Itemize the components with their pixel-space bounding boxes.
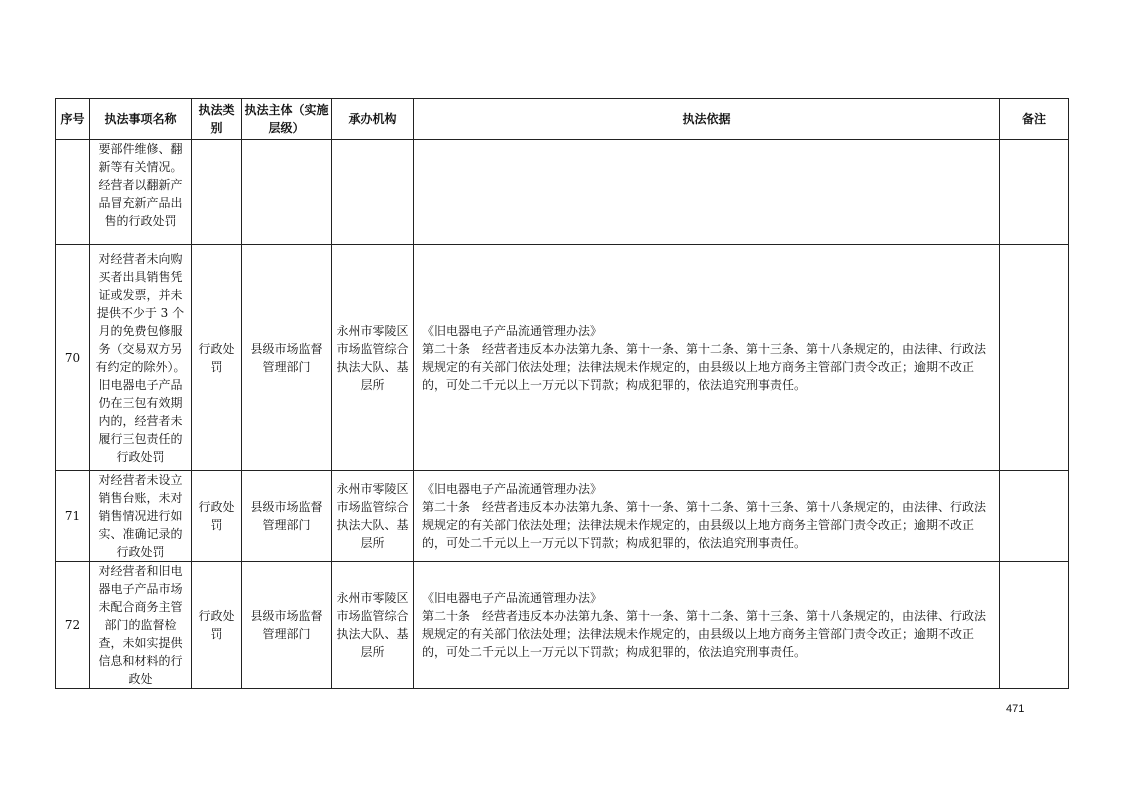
cell-subject: 县级市场监督管理部门 (242, 562, 332, 689)
cell-agency: 永州市零陵区市场监管综合执法大队、基层所 (332, 471, 414, 562)
header-basis: 执法依据 (414, 99, 1000, 140)
basis-text: 第二十条 经营者违反本办法第九条、第十一条、第十二条、第十三条、第十八条规定的，由法律、行政法规规定的有关部门依法处理；法律法规未作规定的，由县级以上地方商务主管部门责令改正；逾期不改正的，可处二千元以上一万元以下罚款；构成犯罪的，依法追究刑事责任。 (422, 500, 987, 550)
cell-seq (56, 140, 90, 245)
table-row (56, 140, 1069, 245)
basis-text: 第二十条 经营者违反本办法第九条、第十一条、第十二条、第十三条、第十八条规定的，由法律、行政法规规定的有关部门依法处理；法律法规未作规定的，由县级以上地方商务主管部门责令改正；逾期不改正的，可处二千元以上一万元以下罚款；构成犯罪的，依法追究刑事责任。 (422, 341, 987, 392)
cell-remark (1000, 471, 1069, 562)
header-subject: 执法主体（实施层级） (242, 99, 332, 140)
cell-agency: 永州市零陵区市场监管综合执法大队、基层所 (332, 245, 414, 471)
enforcement-table (55, 98, 1069, 689)
header-category: 执法类别 (192, 99, 242, 140)
cell-name: 对经营者和旧电器电子产品市场未配合商务主管部门的监督检查，未如实提供信息和材料的行政处 (90, 562, 192, 689)
cell-seq: 72 (56, 562, 90, 689)
cell-remark (1000, 562, 1069, 689)
header-remark: 备注 (1000, 99, 1069, 140)
cell-basis (414, 140, 1000, 245)
cell-agency: 永州市零陵区市场监管综合执法大队、基层所 (332, 562, 414, 689)
cell-agency (332, 140, 414, 245)
header-name: 执法事项名称 (90, 99, 192, 140)
cell-subject: 县级市场监督管理部门 (242, 245, 332, 471)
cell-seq: 70 (56, 245, 90, 471)
cell-remark (1000, 245, 1069, 471)
page-number: 471 (1006, 703, 1025, 715)
cell-remark (1000, 140, 1069, 245)
basis-title: 《旧电器电子产品流通管理办法》 (422, 482, 603, 496)
cell-category: 行政处罚 (192, 471, 242, 562)
header-seq: 序号 (56, 99, 90, 140)
cell-category: 行政处罚 (192, 245, 242, 471)
cell-name: 要部件维修、翻新等有关情况。经营者以翻新产品冒充新产品出售的行政处罚 (90, 140, 192, 245)
table-row (56, 562, 1069, 689)
basis-title: 《旧电器电子产品流通管理办法》 (422, 591, 603, 605)
table-row (56, 471, 1069, 562)
cell-basis (414, 471, 1000, 562)
header-agency: 承办机构 (332, 99, 414, 140)
cell-subject (242, 140, 332, 245)
table-row (56, 245, 1069, 471)
cell-name: 对经营者未向购买者出具销售凭证或发票，并未提供不少于 3 个月的免费包修服务（交易双方另有约定的除外）。旧电器电子产品仍在三包有效期内的，经营者未履行三包责任的行政处罚 (90, 245, 192, 471)
cell-subject: 县级市场监督管理部门 (242, 471, 332, 562)
cell-basis (414, 562, 1000, 689)
basis-title: 《旧电器电子产品流通管理办法》 (422, 323, 603, 338)
cell-seq: 71 (56, 471, 90, 562)
cell-category: 行政处罚 (192, 562, 242, 689)
header-row (56, 99, 1069, 140)
cell-name: 对经营者未设立销售台账，未对销售情况进行如实、准确记录的行政处罚 (90, 471, 192, 562)
cell-basis (414, 245, 1000, 471)
cell-category (192, 140, 242, 245)
basis-text: 第二十条 经营者违反本办法第九条、第十一条、第十二条、第十三条、第十八条规定的，由法律、行政法规规定的有关部门依法处理；法律法规未作规定的，由县级以上地方商务主管部门责令改正；逾期不改正的，可处二千元以上一万元以下罚款；构成犯罪的，依法追究刑事责任。 (422, 609, 987, 659)
